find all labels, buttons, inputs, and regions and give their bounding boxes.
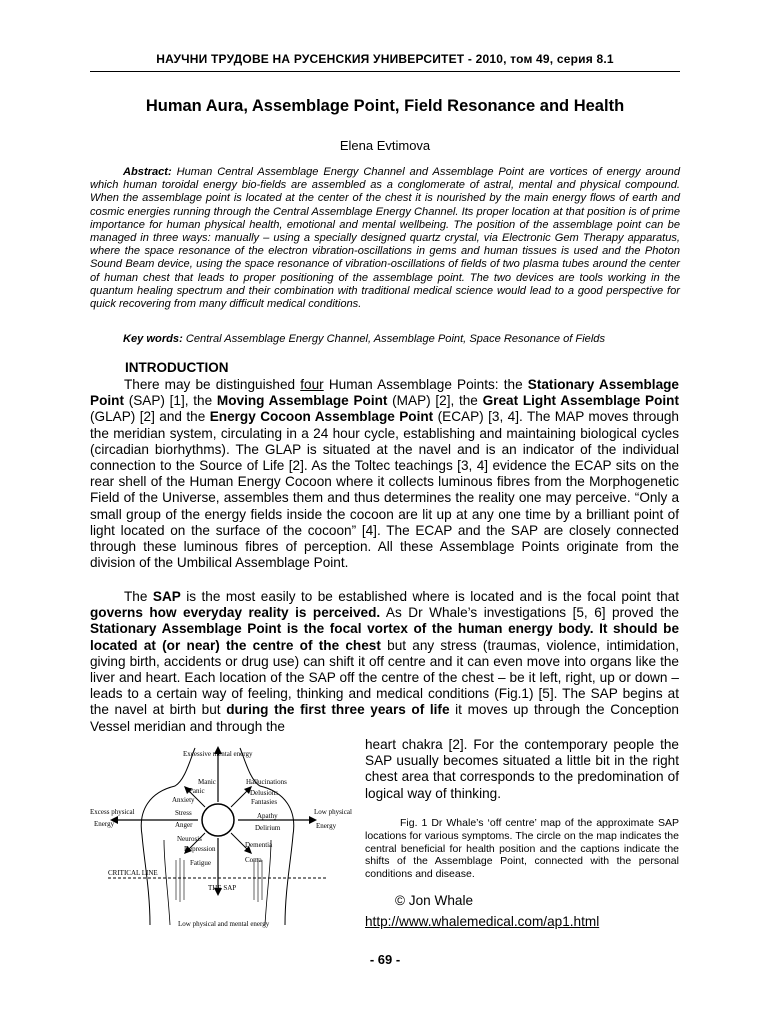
fig-label-left-1: Excess physical <box>90 808 135 816</box>
fig-label-top: Excessive mental energy <box>183 750 253 758</box>
header-rule <box>90 71 680 72</box>
paper-title: Human Aura, Assemblage Point, Field Resonance and Health <box>145 97 625 115</box>
fig-label-depression: Depression <box>184 845 216 853</box>
fig-label-delirium: Delirium <box>255 824 281 832</box>
figure-caption: Fig. 1 Dr Whale’s ‘off centre’ map of the approximate SAP locations for various symptoms. The circle on the map indicates the central beneficial for health position and the captions indicate the shifts of the Assemblage Point, connected with the personal conditions and disease. <box>365 817 679 881</box>
fig-label-fatigue: Fatigue <box>190 859 211 867</box>
keywords <box>90 333 680 346</box>
fig-label-right-2: Energy <box>316 822 337 830</box>
right-column-text: heart chakra [2]. For the contemporary people the SAP usually becomes situated a little bit in the right chest area that corresponds to the predomination of logical way of thinking. <box>365 737 679 801</box>
keywords-label: Key words: <box>123 333 183 345</box>
abstract-label: Abstract: <box>123 166 172 178</box>
page-number: - 69 - <box>369 952 401 967</box>
figure-credit: © Jon Whale <box>395 893 474 908</box>
fig-label-bottom: Low physical and mental energy <box>178 920 270 928</box>
paragraph-2: The SAP is the most easily to be established where is located and is the focal point that governs how everyday reality is perceived. As Dr Whale’s investigations [5, 6] proved the Stationary Assemblage Point is the focal vortex of the human energy body. It should be located at (or near) the centre of the chest but any stress (traumas, violence, intimidation, giving birth, accidents or drug use) can shift it off centre and it can even move into organs like the liver and heart. Each location of the SAP off the centre of the chest – be it left, right, up or down – leads to a certain way of feeling, thinking and medical conditions (Fig.1) [5]. The SAP begins at the navel at birth but during the first three years of life it moves up through the Conception Vessel meridian and through the <box>90 589 679 734</box>
fig-label-apathy: Apathy <box>257 812 278 820</box>
section-heading: INTRODUCTION <box>125 360 229 375</box>
fig-label-stress: Stress <box>175 809 192 817</box>
fig-label-manic: Manic <box>198 778 216 786</box>
fig-label-delusions: Delusions <box>250 789 278 797</box>
fig-label-panic: Panic <box>189 787 205 795</box>
journal-header: НАУЧНИ ТРУДОВЕ НА РУСЕНСКИЯ УНИВЕРСИТЕТ - 2010, том 49, серия 8.1 <box>156 52 614 66</box>
fig-label-hallucinations: Hallucinations <box>246 778 287 786</box>
fig-label-fantasies: Fantasies <box>251 798 278 806</box>
fig-label-anger: Anger <box>175 821 193 829</box>
fig-label-critical: CRITICAL LINE <box>108 869 158 877</box>
keywords-text: Central Assemblage Energy Channel, Assemblage Point, Space Resonance of Fields <box>182 333 606 345</box>
fig-label-anxiety: Anxiety <box>172 796 195 804</box>
figure-url-link[interactable]: http://www.whalemedical.com/ap1.html <box>365 914 600 929</box>
paragraph-1: There may be distinguished four Human Assemblage Points: the Stationary Assemblage Point (SAP) [1], the Moving Assemblage Point (MAP) [2], the Great Light Assemblage Point (GLAP) [2] and the Energy Cocoon Assemblage Point (ECAP) [3, 4]. The MAP moves through the meridian system, circulating in a 24 hour cycle, establishing and maintaining biological cycles (circadian biorhythms). The GLAP is situated at the navel and is an indicator of the individual connection to the Source of Life [2]. As the Toltec teachings [3, 4] evidence the ECAP sits on the rear shell of the Human Energy Cocoon where it collects luminous fibres from the Morphogenetic Field of the Universe, assembles them and thus determines the reality one may perceive. “Only a small group of the energy fields inside the cocoon are lit up at any one time by a brilliant point of light located on the surface of the cocoon” [4]. The ECAP and the SAP are closely connected through these luminous fibres of perception. All these Assemblage Points originate from the division of the Umbilical Assemblage Point. <box>90 377 680 571</box>
author-name: Elena Evtimova <box>339 138 431 153</box>
abstract <box>90 166 680 311</box>
sap-location-figure <box>80 740 360 930</box>
fig-label-dementia: Dementia <box>245 841 273 849</box>
fig-label-neurosis: Neurosis <box>177 835 202 843</box>
fig-label-right-1: Low physical <box>314 808 352 816</box>
fig-label-left-2: Energy <box>94 820 115 828</box>
abstract-text: Human Central Assemblage Energy Channel and Assemblage Point are vortices of energy around which human toroidal energy bio-fields are assembled as a conglomerate of astral, mental and physical compound. When the assemblage point is located at the center of the chest it is nourished by the main energy flows of earth and cosmic energies running through the Central Assemblage Energy Channel. Its proper location at that position is of prime importance for human physical health, emotional and mental wellbeing. The position of the assemblage point can be managed in three ways: manually – using a specially designed quartz crystal, via Electronic Gem Therapy apparatus, where the space resonance of the electron vibration-oscillations in gems and human tissues is used and the Photon Sound Beam device, using the space resonance of vibration-oscillations of fields of two plasma tubes around the center of human chest that leads to proper positioning of the assemblage point. The two devices are tools working in the quantum healing spectrum and their combination with traditional medical science would lead to a good perspective for quick recovering from many difficult medical conditions. <box>90 166 680 311</box>
fig-label-sap: THE SAP <box>208 884 237 892</box>
fig-label-coma: Coma <box>245 856 262 864</box>
